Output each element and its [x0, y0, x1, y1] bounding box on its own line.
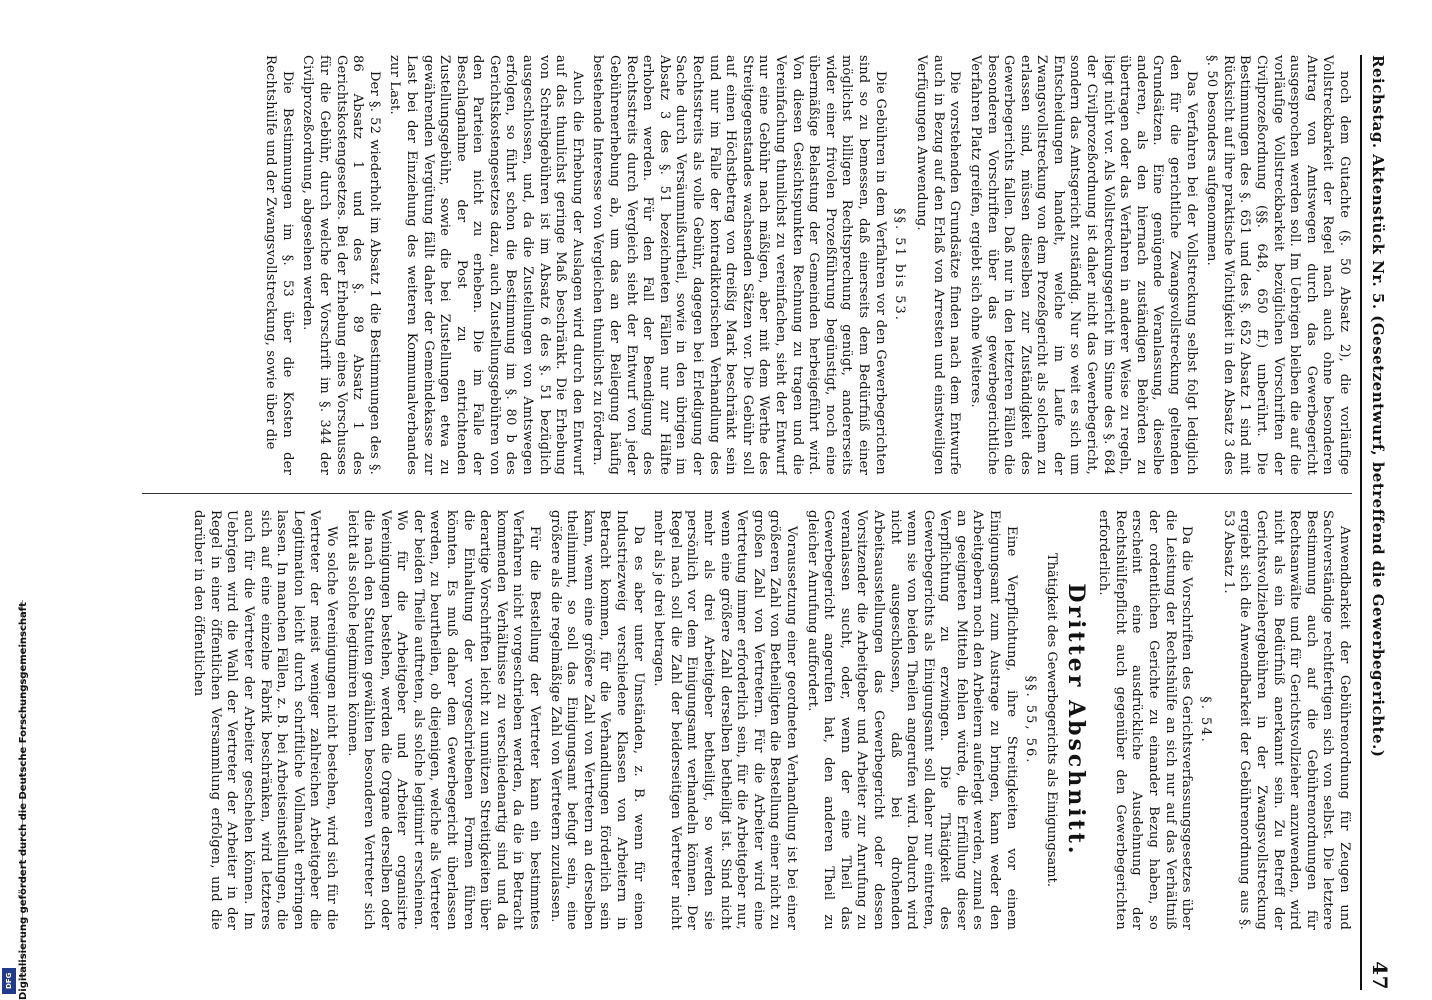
left-column — [132, 55, 1352, 475]
running-header — [1366, 55, 1392, 990]
chapter-heading: Dritter Abschnitt. — [1062, 583, 1089, 857]
rotated-print-area — [102, 55, 1392, 990]
paragraph: Voraussetzung einer geordneten Verhandlung ist bei einer größeren Zahl von Betheiligten die Bestellung einer nicht zu großen Zahl von Vertretern. Für die Arbeiter wird eine Vertretung immer erforderlich sein, für die Arbeitgeber nur, wenn eine größere Zahl derselben betheiligt ist. Sind nicht mehr als drei Arbeitgeber betheiligt, so werden sie persönlich vor dem Einigungsamt verhandeln können. Der Regel nach soll die Zahl der beiderseitigen Vertreter nicht mehr als je drei betragen. — [651, 510, 799, 930]
paragraph: Das Verfahren bei der Vollstreckung selbst folgt lediglich den für die gerichtliche Zwangsvollstreckung geltenden Grundsätzen. Eine genügende Veranlassung, dieselbe anderen, als den hiernach zuständigen Behörden zu übertragen oder das Verfahren in anderer Weise zu regeln, liegt nicht vor. Als Vollstreckungsgericht im Sinne des §. 684 der Civilprozeßordnung ist daher nicht das Gewerbegericht, sondern das Amtsgericht zuständig. Nur so weit es sich um Entscheidungen handelt, welche im Laufe der Zwangsvollstreckung von dem Prozeßgericht als solchem zu erlassen sind, müssen dieselben zur Zuständigkeit des Gewerbegerichts fallen. Daß nur in den letzteren Fällen die besonderen Vorschriften über das gewerbegerichtliche Verfahren Platz greifen, ergiebt sich ohne Weiteres. — [967, 55, 1199, 475]
digitization-footer — [2, 600, 29, 1000]
footer-text: Digitalisierung gefördert durch die Deutsche Forschungsgemeinschaft — [18, 602, 29, 1000]
right-column — [132, 510, 1352, 930]
paragraph: Da es aber unter Umständen, z. B. wenn für einen Industriezweig verschiedene Klassen von Arbeitern in Betracht kommen, für die Verhandlungen förderlich sein kann, wenn eine größere Zahl von Vertretern an derselben theilnimmt, so soll das Einigungsamt befugt sein, eine größere als die regelmäßige Zahl von Vertretern zuzulassen. — [547, 510, 646, 930]
dfg-logo-icon — [2, 968, 16, 994]
section-heading: §§. 51 bis 53. — [891, 208, 907, 322]
header-rule — [1360, 55, 1362, 990]
paragraph: Anwendbarkeit der Gebührenordnung für Zeugen und Sachverständige rechtfertigen sich von selbst. Die letztere Bestimmung auch auf die Gebührenordnungen für Rechtsanwälte und für Gerichtsvollzieher anzuwenden, wird nicht als ein Bedürfniß anerkannt sein. Zu Betreff der Gerichtsvollziehergebühren in der Zwangsvollstreckung ergiebt sich die Anwendbarkeit der Gebührenordnung aus §. 53 Absatz 1. — [1220, 510, 1352, 930]
paragraph: Die Bestimmungen im §. 53 über die Kosten der Rechtshülfe und der Zwangsvollstreckung, sowie über die — [263, 55, 295, 475]
paragraph: Wo solche Vereinigungen nicht bestehen, wird sich für die Vertreter der meist weniger zahlreichen Arbeitgeber die Legitimation leicht durch schriftliche Vollmacht erbringen lassen. In manchen Fällen, z. B. bei Arbeitseinstellungen, die sich auf eine einzelne Fabrik beschränken, wird letzteres auch für die Vertreter der Arbeiter geschehen können. Im Uebrigen wird die Wahl der Vertreter der Arbeiter in der Regel in einer öffentlichen Versammlung erfolgen, und die darüber in den öffentlichen — [191, 510, 339, 930]
paragraph: Die vorstehenden Grundsätze finden nach dem Entwurfe auch in Bezug auf den Erlaß von Arresten und einstweiligen Verfügungen Anwendung. — [914, 55, 963, 475]
paragraph: Für die Bestellung der Vertreter kann ein bestimmtes Verfahren nicht vorgeschrieben werden, da die in Betracht kommenden Verhältnisse zu verschiedenartig sind und da derartige Vorschriften leicht zu unnützen Streitigkeiten über die Einhaltung der vorgeschriebenen Formen führen könnten. Es muß daher dem Gewerbegericht überlassen werden, zu beurtheilen, ob diejenigen, welche als Vertreter der beiden Theile auftreten, als solche legitimirt erscheinen. Wo für die Arbeitgeber und Arbeiter organisirte Vereinigungen bestehen, werden die Organe derselben oder die nach den Statuten gewählten besonderen Vertreter sich leicht als solche legitimiren können. — [344, 510, 543, 930]
paragraph: noch dem Gutachte (§. 50 Absatz 2), die vorläufige Vollstreckbarkeit der Regel nach auch ohne besonderen Antrag von Amtswegen durch das Gewerbegericht ausgesprochen werden soll. Im Uebrigen bleiben die auf die vorläufige Vollstreckbarkeit bezüglichen Vorschriften der Civilprozeßordnung (§§. 648, 650 ff.) unberührt. Die Bestimmungen des §. 651 und des §. 652 Absatz 1 sind mit Rücksicht auf ihre praktische Wichtigkeit in den Absatz 3 des §. 50 besonders aufgenommen. — [1204, 55, 1352, 475]
paragraph: Der §. 52 wiederholt im Absatz 1 die Bestimmungen des §. 86 Absatz 1 und des §. 89 Absatz 1 des Gerichtskostengesetzes. Bei der Erhebung eines Vorschusses für die Gebühr, durch welche der Vorschrift im §. 344 der Civilprozeßordnung, abgesehen werden. — [300, 55, 382, 475]
column-divider — [142, 493, 1352, 494]
section-heading: §. 54. — [1198, 696, 1214, 744]
paragraph: Da die Vorschriften des Gerichtsverfassungsgesetzes über die Leistung der Rechtshülfe an sich nur auf das Verhältniß der ordentlichen Gerichte zu einander Bezug haben, so erscheint eine ausdrückliche Ausdehnung der Rechtshülfepflicht auch gegenüber den Gewerbegerichten erforderlich. — [1096, 510, 1195, 930]
header-title: Reichstag. Aktenstück Nr. 5. (Gesetzentwurf, betreffend die Gewerbegerichte.) — [1369, 55, 1387, 758]
page-number: 47 — [1368, 961, 1392, 990]
chapter-subheading: Thätigkeit des Gewerbegerichts als Einigungsamt. — [1043, 553, 1059, 887]
section-heading: §§. 55, 56. — [1022, 675, 1038, 765]
paragraph: Auch die Erhebung der Auslagen wird durch den Entwurf auf das thunlichst geringe Maß beschränkt. Die Erhebung von Schreibgebühren ist im Absatz 6 des §. 51 bezüglich ausgeschlossen, und, da die Zustellungen von Amtswegen erfolgen, so führt schon die Bestimmung im §. 80 b des Gerichtskostengesetzes dazu, auch Zustellungsgebühren von den Parteien nicht zu erheben. Die im Falle der Beschlagnahme der Post zu entrichtenden Zustellungsgebühr, sowie die bei Zustellungen etwa zu gewährenden Vergütung fällt daher der Gemeindekasse zur Last bei der Einziehung des weiteren Kommunalverbandes zur Last. — [387, 55, 585, 475]
paragraph: Eine Verpflichtung, ihre Streitigkeiten vor einem Einigungsamt zum Austrage zu bringen, kann weder den Arbeitgebern noch den Arbeitern auferlegt werden, zumal es an geeigneten Mitteln fehlen würde, die Erfüllung dieser Verpflichtung zu erzwingen. Die Thätigkeit des Gewerbegerichts als Einigungsamt soll daher nur eintreten, wenn sie von beiden Theilen angerufen wird. Dadurch wird nicht ausgeschlossen, daß bei drohenden Arbeitsausstellungen das Gewerbegericht oder dessen Vorsitzender die Arbeitgeber und Arbeiter zur Anrufung zu veranlassen sucht, oder, wenn der eine Theil das Gewerbegericht angerufen hat, den anderen Theil zu gleicher Anrufung auffordert. — [804, 510, 1019, 930]
paragraph: Die Gebühren in dem Verfahren vor den Gewerbegerichten sind so zu bemessen, daß einerseits dem Bedürfniß einer möglichst billigen Rechtsprechung genügt, andererseits wider einer frivolen Prozeßführung begünstigt, noch eine übermäßige Belastung der Gemeinden herbeigeführt wird. Von diesen Gesichtspunkten Rechnung zu tragen und die Vereinfachung thunlichst zu vereinfachen, sieht der Entwurf nur eine Gebühr nach mäßigen, aber mit dem Werthe des Streitgegenstandes wachsenden Sätzen vor. Die Gebühr soll auf einen Höchstbetrag von dreißig Mark beschränkt sein und nur im Falle der kontradiktorischen Verhandlung des Rechtsstreits als volle Gebühr, dagegen bei Erledigung der Sache durch Versäumnißurtheil, sowie in den übrigen im Absatz 3 des §. 51 bezeichneten Fällen nur zur Hälfte erhoben werden. Für den Fall der Beendigung des Rechtsstreits durch Vergleich sieht der Entwurf von jeder Gebührenerhebung ab, um das an der Beilegung häufig bestehende Interesse von Vergleichen thunlichst zu fördern. — [590, 55, 888, 475]
logo-text: DFG — [5, 972, 13, 990]
